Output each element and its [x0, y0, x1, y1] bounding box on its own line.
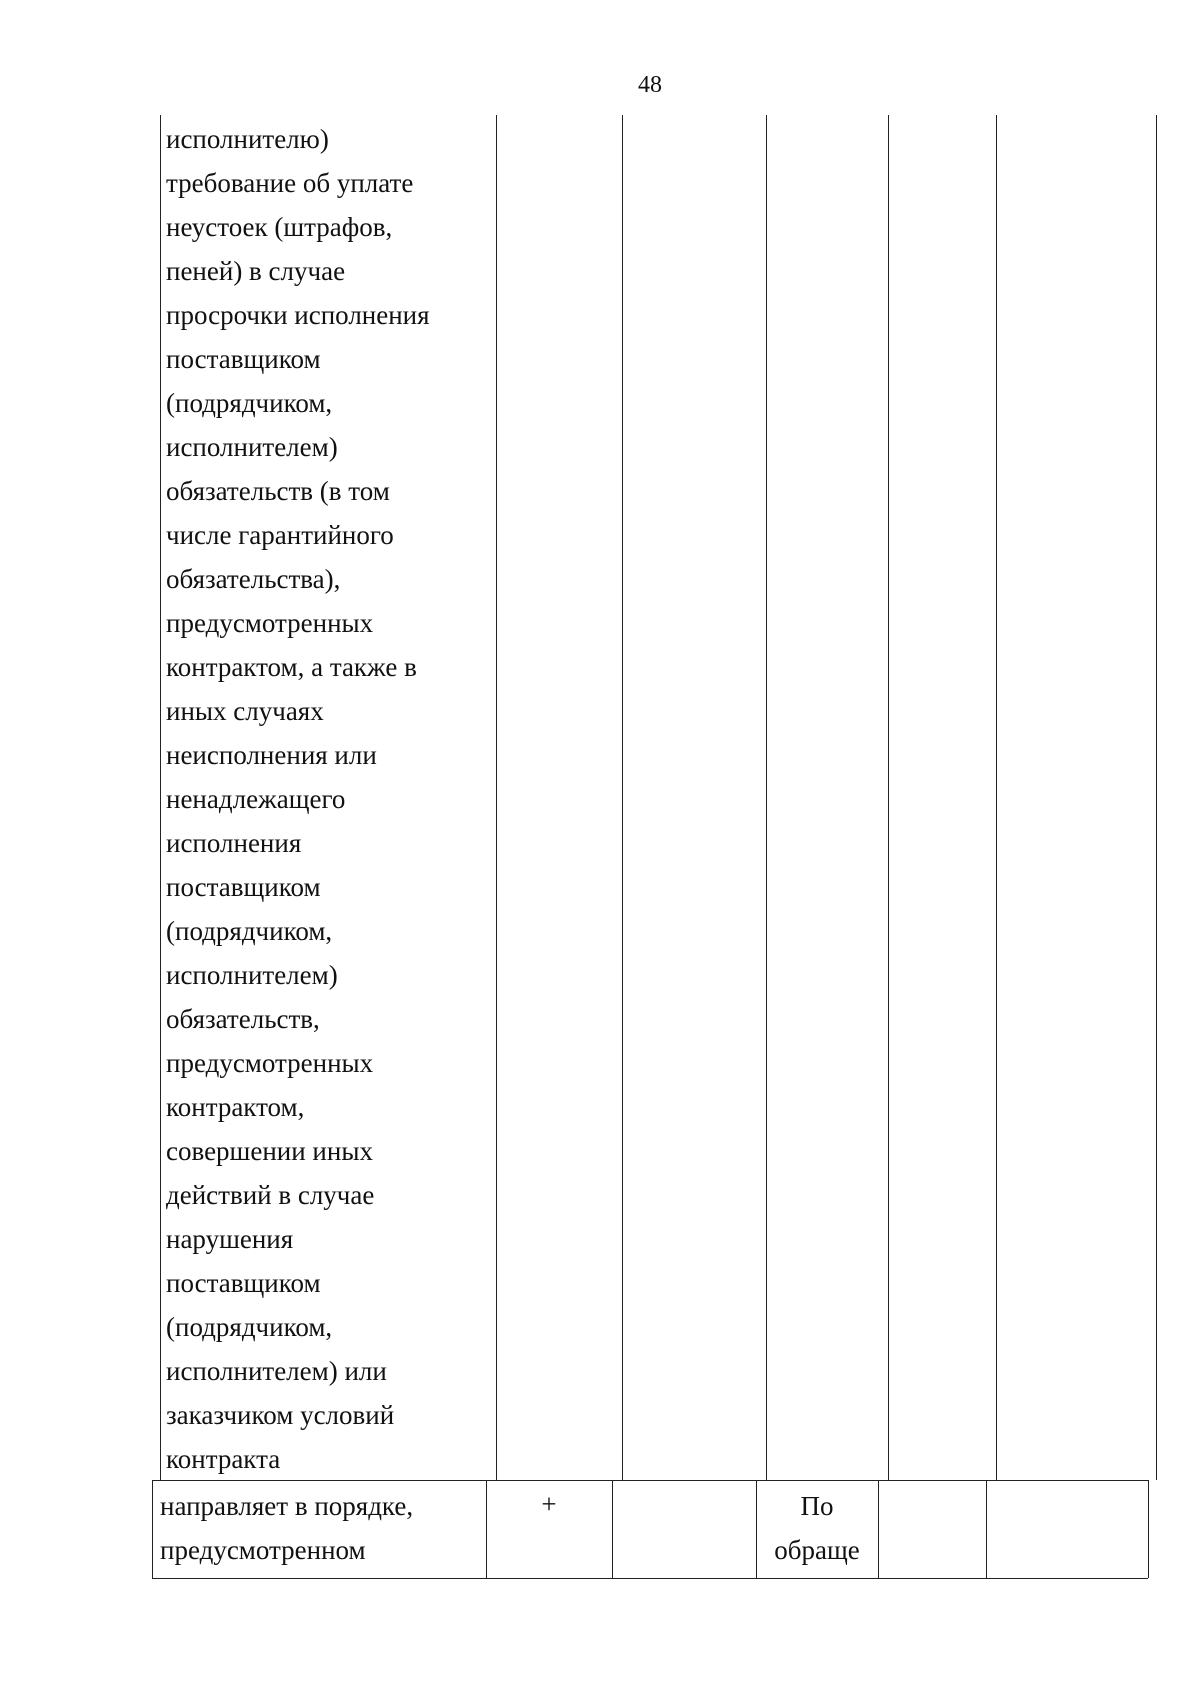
- page-number: 48: [638, 72, 662, 98]
- table-border-col3-row2: [612, 1480, 613, 1578]
- table-cell-row2-col1: направляет в порядке, предусмотренном: [160, 1491, 414, 1565]
- table-border-col3-row1: [622, 115, 623, 1480]
- table-cell-row2-col4: По обраще: [774, 1491, 860, 1565]
- table-cell-row1-col1: исполнителю) требование об уплате неустоек (штрафов, пеней) в случае просрочки исполнения поставщиком (подрядчиком, исполнителем) обязательств (в том числе гарантийного обязательства), предусмотренных контрактом, а также в иных случаях неисполнения или ненадлежащего исполнения поставщиком (подрядчиком, исполнителем) обязательств, предусмотренных контрактом, совершении иных действий в случае нарушения поставщиком (подрядчиком, исполнителем) или заказчиком условий контракта: [166, 124, 430, 1474]
- table-border-left-row2: [152, 1480, 153, 1578]
- table-border-col5-row1: [888, 115, 889, 1480]
- table-border-col6-row2: [986, 1480, 987, 1578]
- table-border-left-row1: [160, 115, 161, 1480]
- table-border-right-row2: [1148, 1480, 1149, 1578]
- table-border-col6-row1: [996, 115, 997, 1480]
- table-border-col4-row1: [766, 115, 767, 1480]
- table-cell-row2-col2: +: [541, 1489, 557, 1519]
- table-border-right-row1: [1156, 115, 1157, 1480]
- table-border-col5-row2: [878, 1480, 879, 1578]
- table-border-col2-row1: [496, 115, 497, 1480]
- table-bottom-border: [152, 1578, 1148, 1579]
